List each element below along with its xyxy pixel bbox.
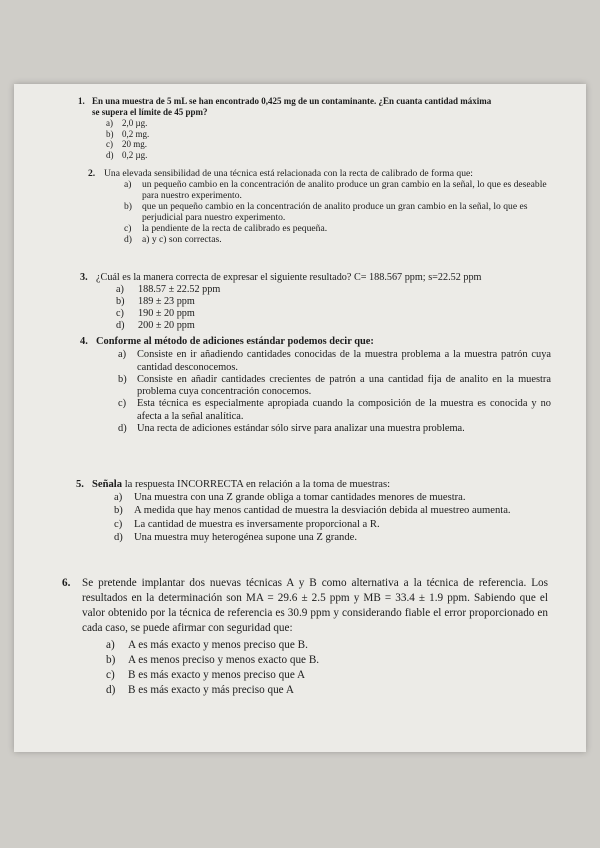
option-b[interactable] [116, 296, 568, 308]
option-text: A es menos preciso y menos exacto que B. [128, 654, 320, 666]
option-text: 190 ± 20 ppm [138, 308, 195, 319]
question-number: 2. [88, 168, 96, 179]
option-letter: a) [118, 349, 127, 361]
options-list [118, 349, 568, 435]
option-letter: c) [106, 669, 115, 681]
option-a[interactable] [114, 491, 568, 504]
option-letter: d) [116, 320, 125, 331]
question-text-wrapper [92, 478, 532, 491]
question-text: ¿Cuál es la manera correcta de expresar el siguiente resultado? C= 188.567 ppm; s=22.52 ppm [96, 272, 482, 283]
option-letter: a) [106, 118, 113, 128]
question-text: Conforme al método de adiciones estándar podemos decir que: [96, 336, 374, 347]
options-list [106, 638, 568, 698]
question-text: Una elevada sensibilidad de una técnica está relacionada con la recta de calibrado de forma que: [104, 168, 473, 179]
option-text: que un pequeño cambio en la concentración de analito produce un gran cambio en la señal, lo que es perjudicial para nuestro experimento. [142, 201, 528, 223]
question-text: Se pretende implantar dos nuevas técnicas A y B como alternativa a la técnica de referencia. Los resultados en la determinación son MA = 29.6 ± 2.5 ppm y MB = 33.4 ± 1.9 ppm. Sabiendo que el valor obtenido por la técnica de referencia es 30.9 ppm y considerando fiable el error proporcionado en cada caso, se puede afirmar con seguridad que: [82, 577, 548, 634]
options-list [124, 179, 568, 245]
option-letter: c) [114, 518, 123, 530]
option-text: 20 mg. [122, 139, 148, 149]
option-letter: b) [106, 128, 114, 139]
option-d[interactable] [106, 683, 568, 698]
option-letter: c) [116, 308, 124, 319]
option-letter: b) [114, 505, 123, 517]
question-number: 5. [76, 479, 84, 490]
question-5 [76, 478, 568, 544]
question-2 [88, 168, 568, 245]
question-3 [80, 272, 568, 332]
option-c[interactable] [106, 139, 568, 150]
option-a[interactable] [106, 638, 568, 653]
option-text: la pendiente de la recta de calibrado es pequeña. [142, 223, 328, 234]
option-letter: d) [106, 684, 116, 696]
question-4 [80, 336, 568, 435]
exam-sheet [14, 84, 586, 752]
option-d[interactable] [116, 320, 568, 332]
option-c[interactable] [116, 308, 568, 320]
option-text: a) y c) son correctas. [142, 234, 222, 245]
option-text: La cantidad de muestra es inversamente proporcional a R. [134, 518, 380, 530]
question-number: 4. [80, 336, 88, 347]
option-text: B es más exacto y menos preciso que A [128, 669, 306, 681]
option-b[interactable] [114, 504, 568, 517]
option-text: 189 ± 23 ppm [138, 296, 195, 307]
option-b[interactable] [118, 374, 568, 399]
question-1 [78, 96, 568, 160]
option-text: A es más exacto y menos preciso que B. [128, 639, 308, 651]
question-text-prefix: Señala [92, 479, 123, 490]
question-number: 1. [78, 96, 85, 106]
option-letter: c) [124, 223, 132, 234]
option-letter: d) [124, 234, 132, 245]
option-b[interactable] [124, 201, 568, 223]
option-d[interactable] [106, 150, 568, 161]
question-number: 6. [62, 577, 71, 589]
option-a[interactable] [116, 284, 568, 296]
option-text: Una recta de adiciones estándar sólo sirve para analizar una muestra problema. [137, 423, 465, 435]
option-text: A medida que hay menos cantidad de muestra la desviación debida al muestreo aumenta. [134, 505, 511, 517]
option-a[interactable] [106, 118, 568, 129]
option-letter: b) [118, 373, 127, 385]
option-text: 188.57 ± 22.52 ppm [138, 284, 221, 295]
question-text: la respuesta INCORRECTA en relación a la toma de muestras: [124, 479, 391, 490]
option-text: 2,0 µg. [122, 118, 148, 128]
option-c[interactable] [114, 518, 568, 531]
option-text: 0,2 µg. [122, 149, 148, 160]
option-text: Consiste en ir añadiendo cantidades conocidas de la muestra problema a la muestra patrón cuya cantidad desconocemos. [137, 349, 551, 373]
option-letter: d) [114, 531, 123, 543]
option-letter: a) [106, 639, 115, 651]
option-text: Esta técnica es especialmente apropiada cuando la composición de la muestra es conocida y no afecta a la señal analítica. [137, 398, 551, 422]
option-c[interactable] [118, 398, 568, 423]
option-c[interactable] [106, 668, 568, 683]
option-b[interactable] [106, 653, 568, 668]
question-number: 3. [80, 272, 88, 283]
option-letter: d) [106, 149, 114, 160]
option-letter: b) [116, 296, 125, 307]
option-b[interactable] [106, 129, 568, 140]
option-letter: b) [106, 654, 116, 666]
option-d[interactable] [124, 234, 568, 245]
question-6 [62, 576, 568, 698]
option-letter: a) [114, 492, 123, 504]
options-list [106, 118, 568, 160]
option-d[interactable] [118, 423, 568, 435]
options-list [114, 491, 568, 544]
option-letter: d) [118, 423, 127, 435]
option-text: Una muestra con una Z grande obliga a tomar cantidades menores de muestra. [134, 492, 466, 504]
option-a[interactable] [124, 179, 568, 201]
option-letter: b) [124, 201, 132, 212]
option-letter: a) [116, 284, 124, 295]
option-d[interactable] [114, 531, 568, 544]
option-a[interactable] [118, 349, 568, 374]
option-letter: c) [118, 398, 127, 410]
option-text: B es más exacto y más preciso que A [128, 684, 294, 696]
option-letter: c) [106, 139, 113, 149]
option-text: Consiste en añadir cantidades crecientes de patrón a una cantidad fija de analito en la muestra problema cuya concentración conocemos. [137, 373, 551, 398]
option-text: 0,2 mg. [122, 128, 150, 139]
option-text: 200 ± 20 ppm [138, 320, 195, 331]
option-c[interactable] [124, 223, 568, 234]
options-list [116, 284, 568, 332]
option-letter: a) [124, 179, 132, 190]
option-text: un pequeño cambio en la concentración de analito produce un gran cambio en la señal, lo que es deseable para nuestro experimento. [142, 179, 547, 201]
question-text: En una muestra de 5 mL se han encontrado 0,425 mg de un contaminante. ¿En cuanta cantidad máxima se supera el límite de 45 ppm? [92, 96, 492, 117]
option-text: Una muestra muy heterogénea supone una Z grande. [134, 531, 357, 543]
